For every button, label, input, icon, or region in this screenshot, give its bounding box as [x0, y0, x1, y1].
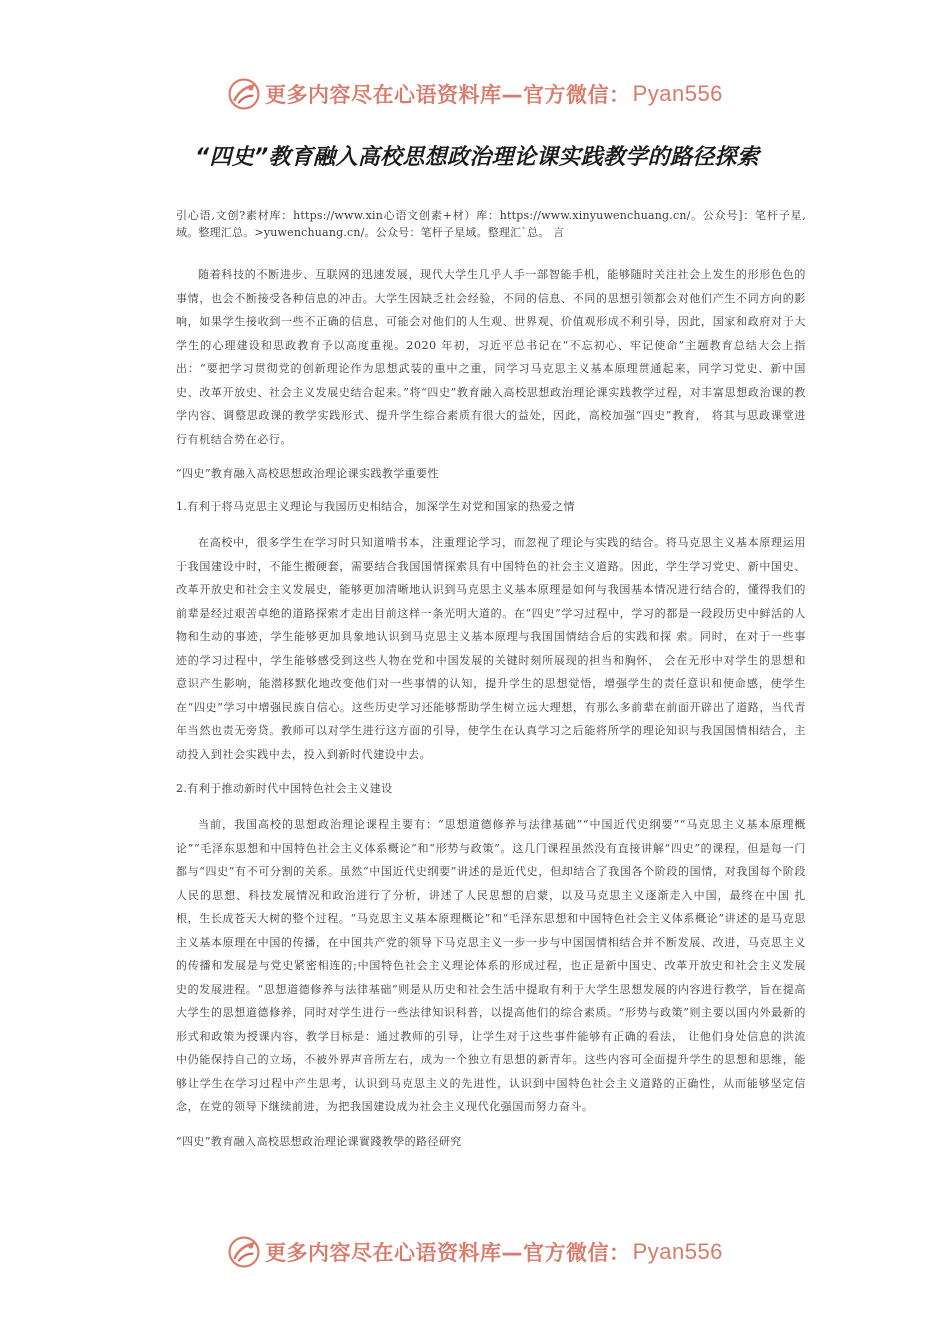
- article-body: [176, 207, 806, 1166]
- top-banner: [0, 74, 950, 114]
- banner-wechat-id: Pyan556: [632, 1239, 723, 1264]
- banner-text: 更多内容尽在心语资料库—官方微信：: [265, 83, 631, 107]
- section-heading: “四史”教育融入高校思想政治理论课实践教学重要性: [176, 467, 439, 480]
- bottom-banner: [0, 1232, 950, 1272]
- body-paragraph: 当前，我国高校的思想政治理论课程主要有：“思想道德修养与法律基础”“中国近代史纲要”“马克思主义基本原理概论”“毛泽东思想和中国特色社会主义体系概论”和“形势与政策”。这几门课程虽然没有直接讲解“四史”的课程，但是每一门都与“四史”有不可分割的关系。虽然“中国近代史纲要”讲述的是近代史，但却结合了我国各个阶段的国情，对我国每个阶段人民的思想、科技发展情况和政治进行了分析，讲述了人民思想的启蒙，以及马克思主义逐渐走入中国，最终在中国 扎根，生长成苍天大树的整个过程。“马克思主义基本原理概论”和“毛泽东思想和中国特色社会主义体系概论”讲述的是马克思主义基本原理在中国的传播，在中国共产党的领导下马克思主义一步一步与中国国情相结合并不断发展、改进，马克思主义的传播和发展是与党史紧密相连的;中国特色社会主义理论体系的形成过程，也正是新中国史、改革开放史和社会主义发展史的发展进程。“思想道德修养与法律基础”则是从历史和社会生活中提取有利于大学生思想发展的内容进行教学，旨在提高大学生的思想道德修养，同时对学生进行一些法律知识科普，以提高他们的综合素质。“形势与政策”则主要以国内外最新的形式和政策为授课内容，教学目标是：通过教师的引导，让学生对于这些事件能够有正确的看法， 让他们身处信息的洪流中仍能保持自己的立场，不被外界声音所左右，成为一个独立有思想的新青年。这些内容可全面提升学生的思想和思维，能够让学生在学习过程中产生思考，认识到马克思主义的先进性，认识到中国特色社会主义道路的正确性，从而能够坚定信念，在党的领导下继续前进，为把我国建设成为社会主义现代化强国而努力奋斗。: [176, 818, 806, 1113]
- subsection-heading: 1.有利于将马克思主义理论与我国历史相结合，加深学生对党和国家的热爱之情: [176, 500, 575, 513]
- banner-text: 更多内容尽在心语资料库—官方微信：: [265, 1241, 631, 1265]
- page-title: “四史”教育融入高校思想政治理论课实践教学的路径探索: [195, 145, 760, 170]
- banner-wechat-id: Pyan556: [632, 81, 723, 106]
- subsection-heading: 2.有利于推动新时代中国特色社会主义建设: [176, 782, 393, 795]
- brand-logo-icon: [227, 1235, 261, 1269]
- body-paragraph: 在高校中，很多学生在学习时只知道啃书本，注重理论学习，而忽视了理论与实践的结合。将马克思主义基本原理运用于我国建设中时，不能生搬硬套，需要结合我国国情探索具有中国特色的社会主义道路。因此，学生学习党史、新中国史、改革开放史和社会主义发展史，能够更加清晰地认识到马克思主义基本原理是如何与我国基本情况进行结合的，懂得我们的前辈是经过艰苦卓绝的道路探索才走出目前这样一条光明大道的。在“四史”学习过程中，学习的都是一段段历史中鲜活的人物和生动的事迹，学生能够更加具象地认识到马克思主义基本原理与我国国情结合后的实践和探 索。同时，在对于一些事迹的学习过程中，学生能够感受到这些人物在党和中国发展的关键时刻所展现的担当和胸怀， 会在无形中对学生的思想和意识产生影响，能潜移默化地改变他们对一些事情的认知，提升学生的思想觉悟，增强学生的责任意识和使命感，使学生在“四史”学习中增强民族自信心。这些历史学习还能够帮助学生树立远大理想，有那么多前辈在前面开辟出了道路，当代青年当然也责无旁贷。教师可以对学生进行这方面的引导，使学生在认真学习之后能将所学的理论知识与我国国情相结合，主动投入到社会实践中去，投入到新时代建设中去。: [176, 536, 806, 761]
- source-line: 引心语,文创?素材库：https://www.xin心语文创素+材）库：https://www.xinyuwenchuang.cn/。公众号]：笔杆子星,域。整理汇总。>yuwenchuang.cn/。公众号：笔杆子星域。整理汇`总。 言: [176, 209, 806, 239]
- brand-logo-icon: [227, 77, 261, 111]
- intro-paragraph: 随着科技的不断进步、互联网的迅速发展，现代大学生几乎人手一部智能手机，能够随时关注社会上发生的形形色色的事情，也会不断接受各种信息的冲击。大学生因缺乏社会经验，不同的信息、不同的思想引领都会对他们产生不同方向的影响，如果学生接收到一些不正确的信息，可能会对他们的人生观、世界观、价值观形成不利引导，因此，国家和政府对于大学生的心理建设和思政教育予以高度重视。2020 年初，习近平总书记在“不忘初心、牢记使命”主题教育总结大会上指出：“要把学习贯彻党的创新理论作为思想武装的重中之重，同学习马克思主义基本原理贯通起来，同学习党史、新中国史、改革开放史、社会主义发展史结合起来。”将“四史”教育融入高校思想政治理论课实践教学过程，对丰富思想政治课的教学内容、调整思政课的教学实践形式、提升学生综合素质有很大的益处，因此，高校加强“四史”教育， 将其与思政课堂进行有机结合势在必行。: [176, 268, 806, 446]
- section-heading: “四史”教育融入高校思想政治理论课實踐教學的路径研究: [176, 1134, 462, 1148]
